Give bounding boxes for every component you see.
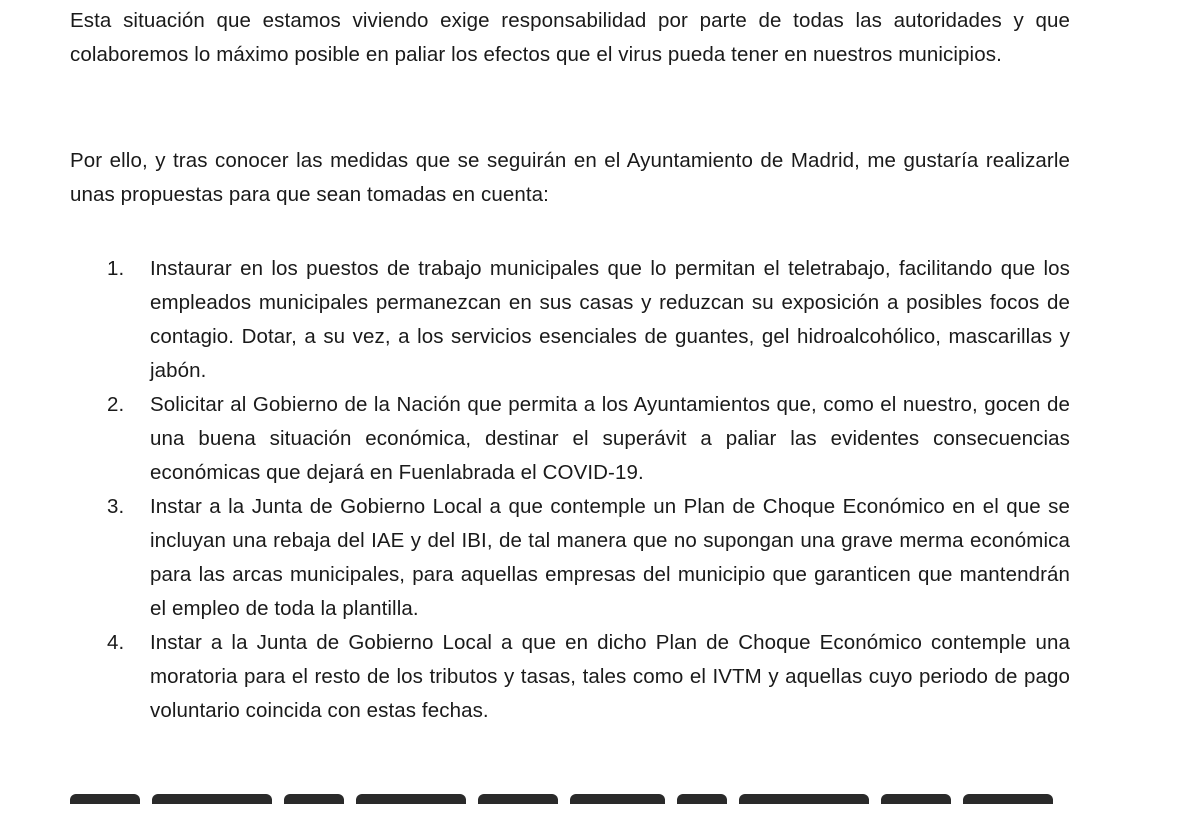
list-item-number: 2. [107,393,125,416]
list-item-number: 1. [107,257,125,280]
list-item-text: Instaurar en los puestos de trabajo municipales que lo permitan el teletrabajo, facilitando que los empleados municipales permanezcan en sus casas y reduzcan su exposición a posibles focos de contagio. Dotar, a su vez, a los servicios esenciales de guantes, gel hidroalcohólico, mascarillas y jabón. [150,257,1070,382]
list-item [107,490,1070,626]
list-item-text: Instar a la Junta de Gobierno Local a que en dicho Plan de Choque Económico contemple una moratoria para el resto de los tributos y tasas, tales como el IVTM y aquellas cuyo periodo de pago voluntario coincida con estas fechas. [150,631,1070,722]
list-item-text: Instar a la Junta de Gobierno Local a que contemple un Plan de Choque Económico en el que se incluyan una rebaja del IAE y del IBI, de tal manera que no supongan una grave merma económica para las arcas municipales, para aquellas empresas del municipio que garanticen que mantendrán el empleo de toda la plantilla. [150,495,1070,620]
list-item [107,388,1070,490]
paragraph-responsibility: Esta situación que estamos viviendo exige responsabilidad por parte de todas las autoridades y que colaboremos lo máximo posible en paliar los efectos que el virus pueda tener en nuestros municipios. [70,9,1070,66]
paragraph-intro-proposals: Por ello, y tras conocer las medidas que se seguirán en el Ayuntamiento de Madrid, me gustaría realizarle unas propuestas para que sean tomadas en cuenta: [70,149,1070,206]
list-item [107,252,1070,388]
proposals-list [107,252,1070,728]
cut-off-text-line [70,786,1070,816]
list-item-number: 4. [107,631,125,654]
list-item-text: Solicitar al Gobierno de la Nación que permita a los Ayuntamientos que, como el nuestro, gocen de una buena situación económica, destinar el superávit a paliar las evidentes consecuencias económicas que dejará en Fuenlabrada el COVID-19. [150,393,1070,484]
list-item [107,626,1070,728]
list-item-number: 3. [107,495,125,518]
